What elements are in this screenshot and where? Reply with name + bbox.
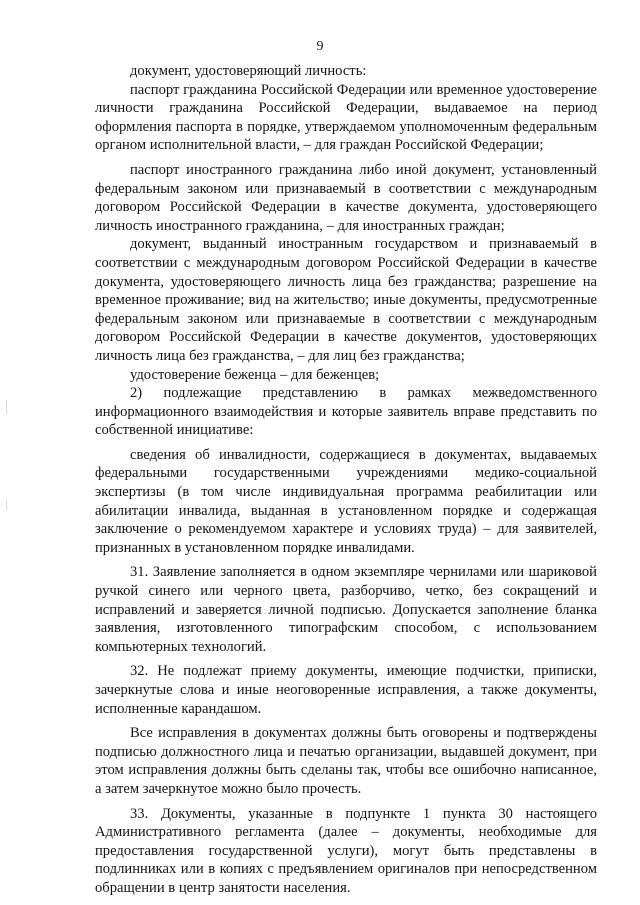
paragraph: 33. Документы, указанные в подпункте 1 пункта 30 настоящего Административного регламента (далее – документы, необходимые для предоставления государственной услуги), могут быть представлены в подлинниках или в копиях с предъявлением оригиналов при непосредственном обращении в центр занятости населения.: [95, 805, 597, 896]
paragraph: паспорт иностранного гражданина либо иной документ, установленный федеральным законом или признаваемый в соответствии с международным договором Российской Федерации в качестве документа, удостоверяющего личность иностранного гражданина, – для иностранных граждан;: [95, 161, 597, 234]
paragraph: документ, выданный иностранным государством и признаваемый в соответствии с международным договором Российской Федерации в качестве документа, удостоверяющего личность лица без гражданства; разрешение на временное проживание; вид на жительство; иные документы, предусмотренные федеральным законом или признаваемые в соответствии с международным договором Российской Федерации в качестве документов, удостоверяющих личность лица без гражданства, – для лиц без гражданства;: [95, 236, 597, 364]
paragraph: документ, удостоверяющий личность:: [130, 63, 367, 79]
paragraph: удостоверение беженца – для беженцев;: [130, 366, 380, 383]
scan-artifact: [6, 400, 7, 414]
paragraph: 32. Не подлежат приему документы, имеющие подчистки, приписки, зачеркнутые слова и иные неоговоренные исправления, а также документы, исполненные карандашом.: [95, 663, 597, 717]
paragraph: сведения об инвалидности, содержащиеся в документах, выдаваемых федеральными государственными учреждениями медико-социальной экспертизы (в том числе индивидуальная программа реабилитации или абилитации инвалида, выданная в установленном порядке и содержащая заключение о рекомендуемом характере и условиях труда) – для заявителей, признанных в установленном порядке инвалидами.: [95, 446, 597, 556]
scan-artifact: [6, 500, 7, 510]
paragraph: Все исправления в документах должны быть оговорены и подтверждены подписью должностного лица и печатью организации, выдавшей документ, при этом исправления должны быть сделаны так, чтобы все ошибочно написанное, а затем зачеркнутое можно было прочесть.: [95, 725, 597, 797]
body-text: [95, 62, 597, 898]
paragraph: 31. Заявление заполняется в одном экземпляре чернилами или шариковой ручкой синего или черного цвета, разборчиво, четко, без сокращений и исправлений и заверяется личной подписью. Допускается заполнение бланка заявления, изготовленного типографским способом, с использованием компьютерных технологий.: [95, 564, 597, 655]
paragraph: 2) подлежащие представлению в рамках межведомственного информационного взаимодействия и которые заявитель вправе представить по собственной инициативе:: [95, 385, 597, 439]
paragraph: паспорт гражданина Российской Федерации или временное удостоверение личности гражданина Российской Федерации, выдаваемое на период оформления паспорта в порядке, утверждаемом уполномоченным федеральным органом исполнительной власти, – для граждан Российской Федерации;: [95, 81, 597, 154]
page-number: 9: [316, 39, 324, 54]
